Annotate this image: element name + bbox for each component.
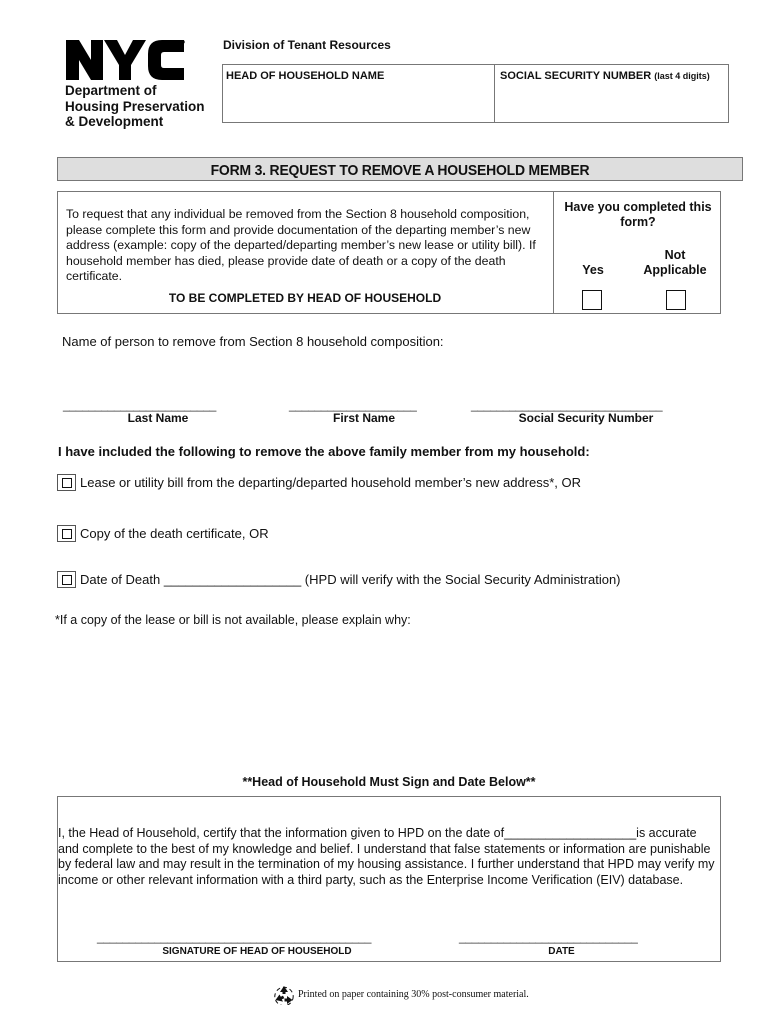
option-lease-label: Lease or utility bill from the departing/departed household member’s new address*, OR	[80, 475, 582, 490]
ssn-field[interactable]: ______________________________	[471, 398, 663, 412]
recycle-icon	[273, 985, 295, 1005]
certification-text: I, the Head of Household, certify that the information given to HPD on the date of___________________is accurate and complete to the best of my knowledge and belief. I understand that false statements or information are punishable by federal law and may result in the termination of my housing assistance. I further understand that HPD may verify my income or other relevant information with a third party, such as the Enterprise Income Verification (EIV) database.	[58, 826, 715, 887]
instructions-text: To request that any individual be removed from the Section 8 household composition, please complete this form and provide documentation of the departing member’s new address (example: copy of the departed/departing member’s new lease or utility bill). If household member has died, please provide date of death or a copy of the death certificate.	[66, 207, 536, 283]
option-date-of-death-label: Date of Death ___________________ (HPD will verify with the Social Security Administration)	[80, 572, 621, 587]
department-name: Department of Housing Preservation & Development	[65, 83, 205, 129]
not-applicable-label: Not Applicable	[643, 248, 707, 277]
documents-heading: I have included the following to remove the above family member from my household:	[58, 444, 590, 459]
last-name-label: Last Name	[127, 411, 189, 425]
lease-checkbox[interactable]	[57, 474, 76, 491]
printed-note: Printed on paper containing 30% post-consumer material.	[298, 989, 529, 1000]
date-of-death-checkbox[interactable]	[57, 571, 76, 588]
must-sign-heading: **Head of Household Must Sign and Date Below**	[242, 775, 536, 789]
not-applicable-checkbox[interactable]	[666, 290, 686, 310]
yes-checkbox[interactable]	[582, 290, 602, 310]
date-label: DATE	[548, 946, 575, 957]
death-certificate-checkbox[interactable]	[57, 525, 76, 542]
ssn-label: Social Security Number	[518, 411, 654, 425]
ssn-last4-label: SOCIAL SECURITY NUMBER (last 4 digits)	[500, 70, 710, 82]
form-title: FORM 3. REQUEST TO REMOVE A HOUSEHOLD MEMBER	[210, 162, 590, 179]
completed-question: Have you completed this form?	[564, 200, 712, 229]
yes-label: Yes	[582, 263, 604, 277]
option-date-of-death	[57, 571, 621, 588]
last-name-field[interactable]: ________________________	[63, 398, 216, 412]
instructions-divider	[553, 191, 554, 314]
first-name-field[interactable]: ____________________	[289, 398, 417, 412]
division-title: Division of Tenant Resources	[223, 38, 391, 52]
option-death-certificate	[57, 525, 269, 542]
option-lease	[57, 474, 581, 491]
explain-prompt: *If a copy of the lease or bill is not available, please explain why:	[55, 613, 411, 627]
head-of-household-name-label: HEAD OF HOUSEHOLD NAME	[226, 70, 385, 82]
signature-field[interactable]: ___________________________________________	[97, 930, 372, 944]
option-death-certificate-label: Copy of the death certificate, OR	[80, 526, 269, 541]
date-field[interactable]: ____________________________	[459, 930, 638, 944]
remove-member-prompt: Name of person to remove from Section 8 household composition:	[62, 334, 444, 349]
first-name-label: First Name	[332, 411, 396, 425]
completed-by-note: TO BE COMPLETED BY HEAD OF HOUSEHOLD	[168, 291, 442, 305]
signature-label: SIGNATURE OF HEAD OF HOUSEHOLD	[162, 946, 352, 957]
nyc-logo	[64, 38, 186, 82]
